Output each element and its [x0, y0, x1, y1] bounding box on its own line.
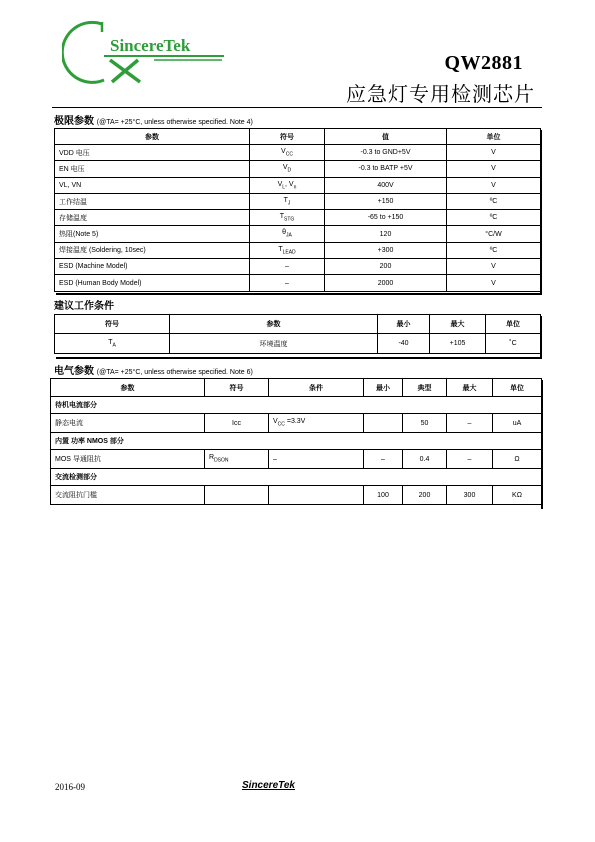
cell-value: 120 — [325, 226, 447, 242]
electrical-table — [50, 378, 542, 505]
cell-unit: uA — [493, 414, 542, 433]
col-header: 符号 — [205, 379, 269, 397]
cell-param: 静态电流 — [51, 414, 205, 433]
cell-param: 焊接温度 (Soldering, 10sec) — [55, 242, 250, 258]
cell-value: 400V — [325, 177, 447, 193]
cell-symbol: $V_{CC}$ — [250, 145, 325, 161]
col-header: 典型 — [403, 379, 447, 397]
cell-unit: V — [447, 177, 541, 193]
cell-symbol: Icc — [205, 414, 269, 433]
col-header: 单位 — [493, 379, 542, 397]
cell-unit: V — [447, 161, 541, 177]
cell-param: 交流阻抗门槛 — [51, 486, 205, 505]
table-row — [55, 259, 541, 275]
cell-condition — [269, 486, 364, 505]
cell-param: 工作结温 — [55, 193, 250, 209]
cell-param: MOS 导通阻抗 — [51, 450, 205, 469]
cell-param: 存储温度 — [55, 210, 250, 226]
logo-wordmark: SincereTek — [110, 36, 191, 55]
table-row — [55, 145, 541, 161]
cell-typ: 200 — [403, 486, 447, 505]
cell-unit: V — [447, 145, 541, 161]
electrical-condition: (@TA= +25°C, unless otherwise specified. Note 6) — [96, 369, 253, 376]
table-row — [51, 414, 542, 433]
cell-value: -0.3 to BATP +5V — [325, 161, 447, 177]
cell-max: 300 — [447, 486, 493, 505]
col-header: 参数 — [55, 129, 250, 145]
col-header: 参数 — [51, 379, 205, 397]
table-row — [55, 210, 541, 226]
section-title-electrical — [54, 362, 253, 377]
table-row — [55, 334, 541, 354]
group-row — [51, 397, 542, 414]
col-header: 符号 — [250, 129, 325, 145]
table-row — [51, 486, 542, 505]
table-row — [55, 275, 541, 291]
cell-unit: ˚C — [486, 334, 541, 354]
cell-value: +300 — [325, 242, 447, 258]
cell-unit: V — [447, 259, 541, 275]
cell-max: – — [447, 450, 493, 469]
cell-condition: – — [269, 450, 364, 469]
cell-unit: KΩ — [493, 486, 542, 505]
cell-unit: V — [447, 275, 541, 291]
table-shadow — [540, 316, 542, 359]
col-header: 单位 — [486, 315, 541, 334]
table-shadow — [540, 130, 542, 295]
cell-value: -0.3 to GND+5V — [325, 145, 447, 161]
footer-date: 2016-09 — [55, 782, 85, 792]
cell-value: 2000 — [325, 275, 447, 291]
col-header: 最大 — [430, 315, 486, 334]
cell-symbol: $T_A$ — [55, 334, 170, 354]
table-row — [55, 177, 541, 193]
cell-param: EN 电压 — [55, 161, 250, 177]
table-shadow — [56, 357, 542, 359]
table-row — [55, 161, 541, 177]
recommended-table — [54, 314, 541, 354]
col-header: 符号 — [55, 315, 170, 334]
col-header: 值 — [325, 129, 447, 145]
cell-min: – — [364, 450, 403, 469]
cell-value: +150 — [325, 193, 447, 209]
table-row — [55, 193, 541, 209]
cell-min: 100 — [364, 486, 403, 505]
abs-max-table — [54, 128, 541, 292]
table-row — [51, 450, 542, 469]
col-header: 条件 — [269, 379, 364, 397]
col-header: 最小 — [364, 379, 403, 397]
cell-unit: °C/W — [447, 226, 541, 242]
recommended-title: 建议工作条件 — [54, 301, 114, 312]
cell-unit: ºC — [447, 210, 541, 226]
col-header: 单位 — [447, 129, 541, 145]
cell-param: VL, VN — [55, 177, 250, 193]
table-shadow — [541, 380, 543, 509]
cell-value: 200 — [325, 259, 447, 275]
cell-symbol: $V_L$, $V_n$ — [250, 177, 325, 193]
cell-param: 热阻(Note 5) — [55, 226, 250, 242]
cell-max: – — [447, 414, 493, 433]
cell-symbol: $T_{LEAD}$ — [250, 242, 325, 258]
group-row — [51, 433, 542, 450]
cell-value: -65 to +150 — [325, 210, 447, 226]
electrical-title: 电气参数 — [54, 366, 94, 377]
abs-max-title: 极限参数 — [54, 116, 94, 127]
cell-param: 环境温度 — [170, 334, 378, 354]
cell-typ: 50 — [403, 414, 447, 433]
table-row — [55, 242, 541, 258]
section-title-abs-max — [54, 112, 253, 127]
table-row — [55, 226, 541, 242]
footer-brand: SincereTek — [242, 780, 295, 791]
brand-logo — [62, 16, 232, 88]
cell-symbol — [205, 486, 269, 505]
group-label: 内置 功率 NMOS 部分 — [51, 433, 542, 450]
cell-symbol: $R_{DSON}$ — [205, 450, 269, 469]
cell-unit: ºC — [447, 193, 541, 209]
cell-param: VDD 电压 — [55, 145, 250, 161]
col-header: 参数 — [170, 315, 378, 334]
cell-symbol: $T_J$ — [250, 193, 325, 209]
col-header: 最小 — [378, 315, 430, 334]
cell-condition: $V_{CC} =3.3V$ — [269, 414, 364, 433]
cell-min: -40 — [378, 334, 430, 354]
group-row — [51, 469, 542, 486]
cell-param: ESD (Machine Model) — [55, 259, 250, 275]
cell-unit: ºC — [447, 242, 541, 258]
cell-typ: 0.4 — [403, 450, 447, 469]
header-divider — [52, 107, 542, 108]
col-header: 最大 — [447, 379, 493, 397]
group-label: 交流检测部分 — [51, 469, 542, 486]
cell-symbol: $\theta_{JA}$ — [250, 226, 325, 242]
part-number: QW2881 — [444, 52, 523, 74]
abs-max-condition: (@TA= +25°C, unless otherwise specified. Note 4) — [96, 119, 253, 126]
cell-min — [364, 414, 403, 433]
cell-symbol: $V_D$ — [250, 161, 325, 177]
table-shadow — [56, 293, 542, 295]
document-subtitle: 应急灯专用检测芯片 — [346, 82, 535, 106]
cell-param: ESD (Human Body Model) — [55, 275, 250, 291]
group-label: 待机电流部分 — [51, 397, 542, 414]
cell-symbol: – — [250, 275, 325, 291]
cell-max: +105 — [430, 334, 486, 354]
section-title-recommended — [54, 297, 114, 312]
cell-unit: Ω — [493, 450, 542, 469]
cell-symbol: – — [250, 259, 325, 275]
cell-symbol: $T_{STG}$ — [250, 210, 325, 226]
